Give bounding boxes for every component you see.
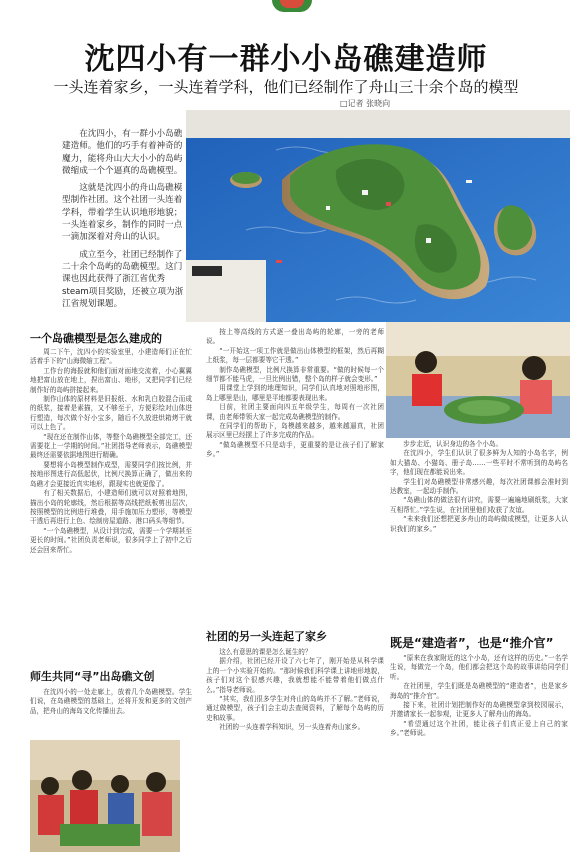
paragraph: 这么有意思的课是怎么诞生的？ <box>219 648 312 656</box>
paragraph: 在社团里，学生们既是岛礁模型的“建造者”，也是家乡海岛的“推介官”。 <box>390 682 568 700</box>
paragraph: “原来在我家附近的这个小岛，还有这样的历史。”一名学生说，每做完一个岛，他们都会把这个岛的故事讲给同学们听。 <box>390 654 568 681</box>
section-body <box>206 648 384 733</box>
section-title: 既是“建造者”，也是“推介官” <box>390 636 554 650</box>
section-body <box>30 688 192 716</box>
paragraph: 制作山体的原材料是旧报纸、水和乳白胶混合而成的纸浆，接着是素描，又不够至于，方便彩绘对山体进行塑造，每次做个好小宝多，随后不久放进烘箱烤干就可以上色了。 <box>30 395 192 432</box>
students-illustration <box>30 740 180 852</box>
paragraph: 用课堂上学到的地理知识，同学们认真地对照地形图，岛上哪里是山，哪里是平地都要表现出来。 <box>206 384 384 402</box>
paragraph: “希望通过这个社团，能让孩子们真正爱上自己的家乡。”老师说。 <box>390 719 568 738</box>
paragraph: 目前，社团主要面向四五年级学生，每周有一次社团课，由老师带领大家一起完成岛礁模型的制作。 <box>206 403 384 421</box>
headline: 沈四小有一群小小岛礁建造师 <box>84 42 488 77</box>
paragraph: 在沈四小的一处走廊上，放着几个岛礁模型。学生们说，在岛礁模型的基础上，还将开发和更多的文创产品，把舟山的海岛文化传播出去。 <box>30 688 192 715</box>
paragraph: “一开始这一项工作就是做出山体模型的框架，然后再糊上纸浆，每一层都要等它干透。” <box>206 346 384 365</box>
paragraph: 在沈四小，学生们认识了很多鲜为人知的小岛名字，例如大猫岛、小猫岛、册子岛……一些平时不常听到的岛屿名字，他们现在都能说出来。 <box>390 449 568 477</box>
paragraph: 要想将小岛模型制作成型，需要同学们按比例，并按地形图进行高低起伏，比例尺换算正确了，做出来的岛礁才会更接近真实地形，跟现实也就更像了。 <box>30 460 192 488</box>
paragraph: 社团的一头连着学科知识，另一头连着舟山家乡。 <box>219 723 365 732</box>
island-model-illustration <box>186 110 570 322</box>
paragraph: 据介绍，社团已经开设了六七年了，刚开始是从科学课上的一个小实验开始的。“那时候我们科学课上讲地形地貌，孩子们对这个很感兴趣，我就想能不能带着他们做点什么。”指导老师说。 <box>206 657 384 694</box>
student-illustration <box>386 322 570 438</box>
section-title: 一个岛礁模型是怎么建成的 <box>30 332 162 345</box>
lead-text <box>62 128 184 315</box>
hero-photo-island-model <box>186 110 570 322</box>
paragraph: “岛礁山体的做法很有讲究，需要一遍遍地刷纸浆，大家互相帮忙。”学生说，在社团里他们收获了友谊。 <box>390 496 568 514</box>
paragraph: 学生们对岛礁模型非常感兴趣，每次社团课都会准时到达教室，一起动手制作。 <box>390 477 568 496</box>
photo-students-with-teacher <box>30 740 180 852</box>
paragraph: 在同学们的帮助下，岛模越来越多，越来越逼真，社团展示区里已经摆上了许多完成的作品。 <box>206 422 384 440</box>
photo-student-painting-model <box>386 322 570 438</box>
paragraph: “做岛礁模型不只是动手，更重要的是让孩子们了解家乡。” <box>206 440 384 459</box>
lead-paragraph: 这就是沈四小的舟山岛礁模型制作社团。这个社团一头连着学科，带着学生认识地形地貌；一头连着家乡，制作的同时一点一滴加深着对舟山的认识。 <box>62 183 183 243</box>
paragraph: 按上等高线的方式逐一叠出岛屿的轮廓，一旁的老师说。 <box>206 328 384 346</box>
paragraph: “其实，我们很多学生对舟山的岛屿并不了解。”老师说，通过做模型，孩子们会主动去查阅资料，了解每个岛屿的历史和故事。 <box>206 695 384 722</box>
section-body <box>390 654 568 739</box>
paragraph: “一个岛礁模型，从设计到完成，需要一个学期甚至更长的时间。”社团负责老师说，很多同学上了初中之后还会回来帮忙。 <box>30 526 192 554</box>
right-column-body <box>390 440 568 534</box>
paragraph: 周二下午，沈四小的实验室里，小建造师们正在忙活着手下的“山海微缩工程”。 <box>30 348 192 366</box>
lead-paragraph: 在沈四小，有一群小小岛礁建造师。他们的巧手有着神奇的魔力，能将舟山大大小小的岛屿微缩成一个个逼真的岛礁模型。 <box>62 129 183 176</box>
paragraph: “未来我们还想把更多舟山的岛屿做成模型，让更多人认识我们的家乡。” <box>390 515 568 533</box>
paragraph: 接下来，社团计划把制作好的岛礁模型拿到校园展示，并邀请家长一起参观，让更多人了解舟山的海岛。 <box>390 701 568 719</box>
byline: □记者 张晓向 <box>340 99 391 108</box>
paragraph: 工作台的海报就和他们面对面地交流着，小心翼翼地把富山放在地上，捏出富山、地形，又把同学们已经制作好的岛屿拼接起来。 <box>30 366 192 394</box>
section-title: 师生共同“寻”出岛礁文创 <box>30 670 155 683</box>
lead-paragraph: 成立至今，社团已经制作了二十余个岛屿的岛礁模型。这门课也因此获得了浙江省优秀steam项目奖励，还被立项为浙江省规划课题。 <box>62 249 184 309</box>
middle-column-body <box>206 328 384 460</box>
paragraph: 步步走近，认识身边的各个小岛。 <box>403 440 503 448</box>
paragraph: “现在还在制作山体，等整个岛礁模型全部完工，还需要花上一学期的时间。”社团指导老师表示，岛礁模型最终还需要依据地图进行精确。 <box>30 432 192 460</box>
section-title: 社团的另一头连起了家乡 <box>206 630 327 643</box>
paragraph: 制作岛礁模型，比例尺换算非常重要。“做的时候每一个细节都不能马虎，一旦比例出错，整个岛的样子就会变形。” <box>206 365 384 384</box>
subheadline: 一头连着家乡，一头连着学科，他们已经制作了舟山三十余个岛的模型 <box>53 78 519 96</box>
section-body <box>30 348 192 555</box>
paragraph: 有了相关数据后，小建造师们就可以对照着地图，描出小岛的轮廓线，然后根据等高线把纸板剪出层次，按照模型的比例进行堆叠，用手施加压力塑形，等模型干透后再进行上色、绘制房屋道路、港口码头等细节。 <box>30 489 192 526</box>
